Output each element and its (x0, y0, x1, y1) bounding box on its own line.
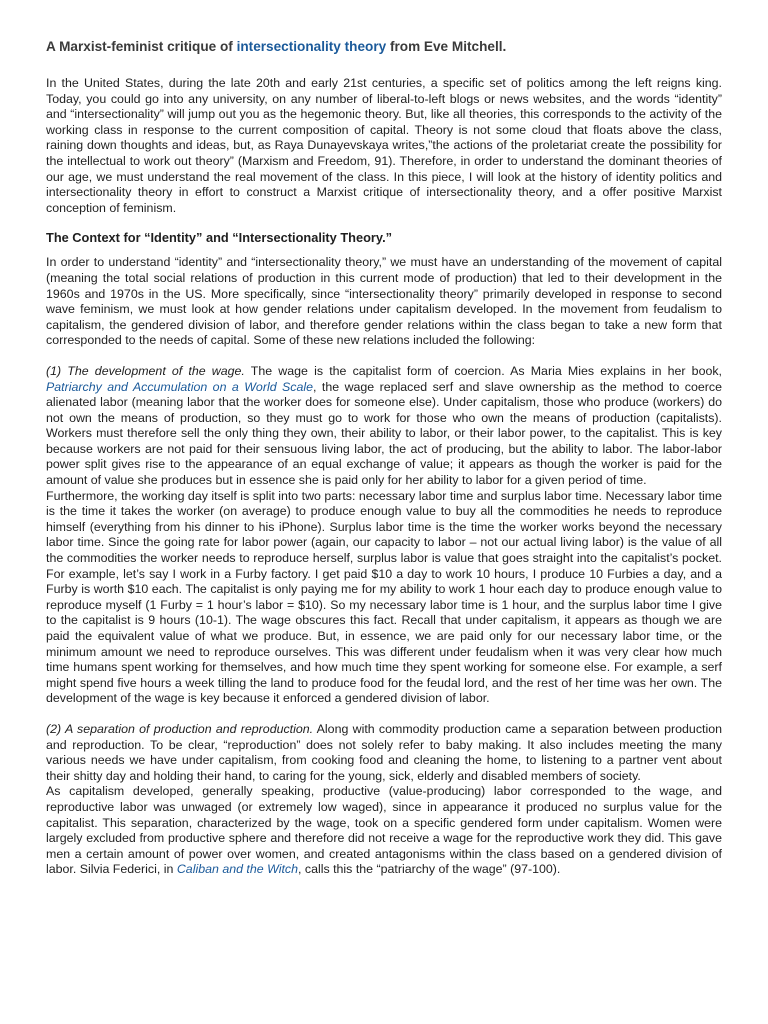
point2-continued-text-a: As capitalism developed, generally speaking, productive (value-producing) labor corresponded to the wage, and reproductive labor was unwaged (or extremely low waged), since in appearance it produced no surplus value for the capitalist. This separation, characterized by the wage, took on a specific gendered form under capitalism. Women were largely excluded from productive sphere and therefore did not receive a wage for the reproductive work they did. This gave men a certain amount of power over women, and created antagonisms within the class based on a gendered division of labor. Silvia Federici, in (46, 784, 722, 877)
point1-text-b: , the wage replaced serf and slave ownership as the method to coerce alienated labor (meaning labor that the worker does for someone else). Under capitalism, those who produce (workers) do not own the means of production, so they must go to work for those who own the means of production (capitalists). Workers must therefore sell the only thing they own, their ability to labor, or their labor power, to the capitalist. This is key because workers are not paid for their sensuous living labor, the act of producing, but the ability to labor. The labor-labor power split gives rise to the appearance of an equal exchange of value; it appears as though the worker is paid for the amount of value she produces but in essence she is paid only for her ability to labor for a given period of time. (46, 379, 722, 488)
title-prefix: A Marxist-feminist critique of (46, 39, 237, 54)
context-paragraph: In order to understand “identity” and “intersectionality theory,” we must have an understanding of the movement of capital (meaning the total social relations of production in this current mode of production) that led to their development in the 1960s and 1970s in the US. More specifically, since “intersectionality theory” primarily developed in response to second wave feminism, we must look at how gender relations under capitalism developed. In the movement from feudalism to capitalism, the gendered division of labor, and therefore gender relations within the class began to take a new form that corresponded to the needs of capital. Some of these new relations included the following: (46, 255, 722, 348)
article-title (46, 38, 722, 55)
point2-text: Along with commodity production came a separation between production and reproduction. To be clear, “reproduction” does not solely refer to baby making. It also includes meeting the many various needs we have under capitalism, from cooking food and cleaning the home, to listening to a partner vent about their shitty day and holding their hand, to caring for the young, sick, elderly and disabled members of society. (46, 721, 722, 783)
intersectionality-theory-link[interactable]: intersectionality theory (236, 39, 387, 54)
point1-label: (1) The development of the wage. (46, 363, 245, 378)
section-heading: The Context for “Identity” and “Intersectionality Theory.” (46, 230, 393, 246)
point2-paragraph (46, 722, 722, 784)
point1-continued-paragraph: Furthermore, the working day itself is split into two parts: necessary labor time and surplus labor time. Necessary labor time is the time it takes the worker (on average) to produce enough value to buy all the commodities he needs to reproduce himself (everything from his dinner to his iPhone). Surplus labor time is the time the worker works beyond the necessary labor time. Since the going rate for labor power (again, our capacity to labor – not our actual living labor) is the value of all the commodities the worker needs to reproduce herself, surplus labor is value that goes straight into the capitalist’s pocket. For example, let’s say I work in a Furby factory. I get paid $10 a day to work 10 hours, I produce 10 Furbies a day, and a Furby is worth $10 each. The capitalist is only paying me for my ability to work 1 hour each day to produce enough value to reproduce myself (1 Furby = 1 hour’s labor = $10). So my necessary labor time is 1 hour, and the surplus labor time I give to the capitalist is 9 hours (10-1). The wage obscures this fact. Recall that under capitalism, it appears as though we are paid the equivalent value of what we produce. But, in essence, we are paid only for our necessary labor time, or the minimum amount we need to reproduce ourselves. This was different under feudalism when it was very clear how much time humans spent working for themselves, and how much time they spent working for someone else. For example, a serf might spend five hours a week tilling the land to produce food for the feudal lord, and the rest of her time was her own. The development of the wage is key because it enforced a gendered division of labor. (46, 488, 722, 706)
point2-label: (2) A separation of production and reproduction. (46, 721, 314, 736)
point2-continued-paragraph (46, 784, 722, 878)
point1-text-a: The wage is the capitalist form of coercion. As Maria Mies explains in her book, (244, 363, 722, 378)
title-suffix: from Eve Mitchell. (386, 39, 507, 54)
point2-continued-text-b: , calls this the “patriarchy of the wage” (97-100). (297, 862, 561, 877)
caliban-witch-link[interactable]: Caliban and the Witch (176, 862, 298, 877)
patriarchy-accumulation-link[interactable]: Patriarchy and Accumulation on a World Scale (46, 379, 314, 394)
intro-paragraph: In the United States, during the late 20th and early 21st centuries, a specific set of politics among the left reigns king. Today, you could go into any university, on any number of liberal-to-left blogs or news websites, and the words “identity” and “intersectionality” will jump out you as the hegemonic theory. But, like all theories, this corresponds to the activity of the working class in response to the current composition of capital. Theory is not some cloud that floats above the class, raining down thoughts and ideas, but, as Raya Dunayevskaya writes,”the actions of the proletariat create the possibility for the intellectual to work out theory” (Marxism and Freedom, 91). Therefore, in order to understand the dominant theories of our age, we must understand the real movement of the class. In this piece, I will look at the history of identity politics and intersectionality theory in effort to construct a Marxist critique of intersectionality theory, and a offer positive Marxist conception of feminism. (46, 76, 722, 215)
point1-paragraph (46, 364, 722, 489)
